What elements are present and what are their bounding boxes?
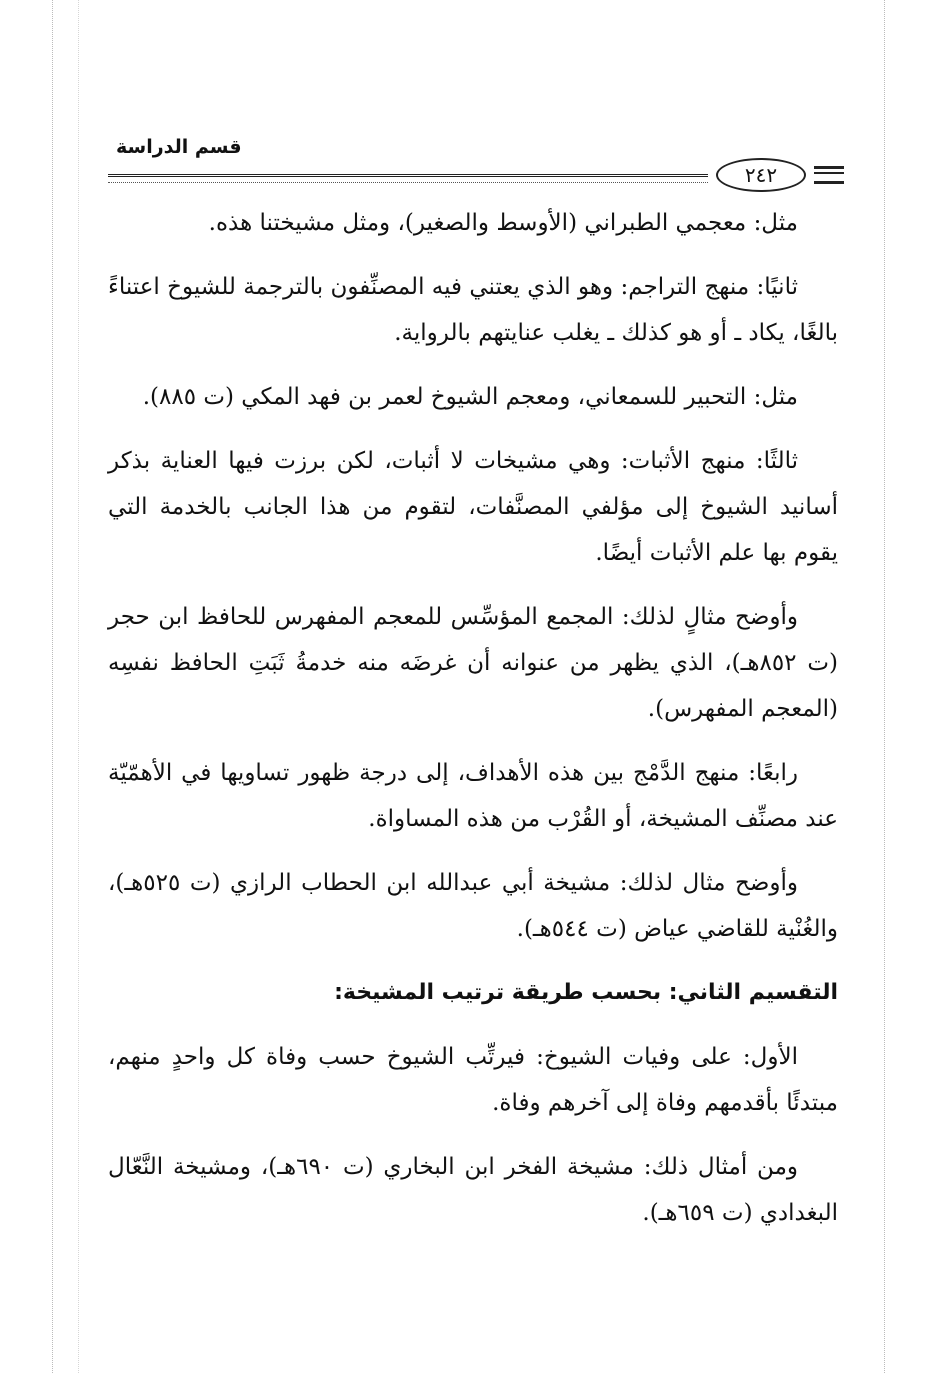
header-rule-dotted bbox=[108, 182, 708, 183]
section-heading-second-division: التقسيم الثاني: بحسب طريقة ترتيب المشيخة: bbox=[334, 980, 838, 1005]
paragraph-method-athbat: ثالثًا: منهج الأثبات: وهي مشيخات لا أثبات، لكن برزت فيها العناية بذكر أسانيد الشيوخ إلى مؤلفي المصنَّفات، لتقوم من هذا الجانب بالخدمة التي يقوم بها علم الأثبات أيضًا. bbox=[108, 448, 838, 566]
paragraph-example-razi: وأوضح مثال لذلك: مشيخة أبي عبدالله ابن الحطاب الرازي (ت ٥٢٥هـ)، والغُنْية للقاضي عياض (ت ٥٤٤هـ). bbox=[108, 870, 838, 942]
scan-edge-left bbox=[52, 0, 54, 1373]
scan-edge-right bbox=[884, 0, 886, 1373]
paragraph-order-by-death: الأول: على وفيات الشيوخ: فيرتِّب الشيوخ حسب وفاة كل واحدٍ منهم، مبتدئًا بأقدمهم وفاة إلى آخرهم وفاة. bbox=[108, 1044, 838, 1116]
scan-edge-left-inner bbox=[78, 0, 80, 1373]
paragraph-example-ibn-hajar: وأوضح مثالٍ لذلك: المجمع المؤسِّس للمعجم المفهرس للحافظ ابن حجر (ت ٨٥٢هـ)، الذي يظهر من عنوانه أن غرضَه منه خدمةُ ثَبَتِ الحافظ نفسِه (المعجم المفهرس). bbox=[108, 604, 839, 722]
page-body bbox=[108, 200, 838, 1254]
paragraph-example-tahbir: مثل: التحبير للسمعاني، ومعجم الشيوخ لعمر بن فهد المكي (ت ٨٨٥). bbox=[142, 384, 798, 410]
paragraph-method-merge: رابعًا: منهج الدَّمْج بين هذه الأهداف، إلى درجة ظهور تساويها في الأهمّيّة عند مصنِّف المشيخة، أو القُرْب من هذه المساواة. bbox=[108, 760, 838, 832]
page-number: ٢٤٢ bbox=[716, 158, 806, 192]
page-header bbox=[108, 122, 848, 192]
header-rule bbox=[108, 174, 708, 177]
paragraph-example-fakhr: ومن أمثال ذلك: مشيخة الفخر ابن البخاري (ت ٦٩٠هـ)، ومشيخة النَّعّال البغدادي (ت ٦٥٩هـ). bbox=[108, 1154, 838, 1226]
paragraph-method-biographies: ثانيًا: منهج التراجم: وهو الذي يعتني فيه المصنِّفون بالترجمة للشيوخ اعتناءً بالغًا، يكاد ـ أو هو كذلك ـ يغلب عنايتهم بالرواية. bbox=[108, 274, 838, 346]
paragraph-example-tabarani: مثل: معجمي الطبراني (الأوسط والصغير)، ومثل مشيختنا هذه. bbox=[208, 210, 798, 236]
section-title: قسم الدراسة bbox=[116, 136, 242, 158]
ornament-bars-icon bbox=[814, 166, 844, 184]
